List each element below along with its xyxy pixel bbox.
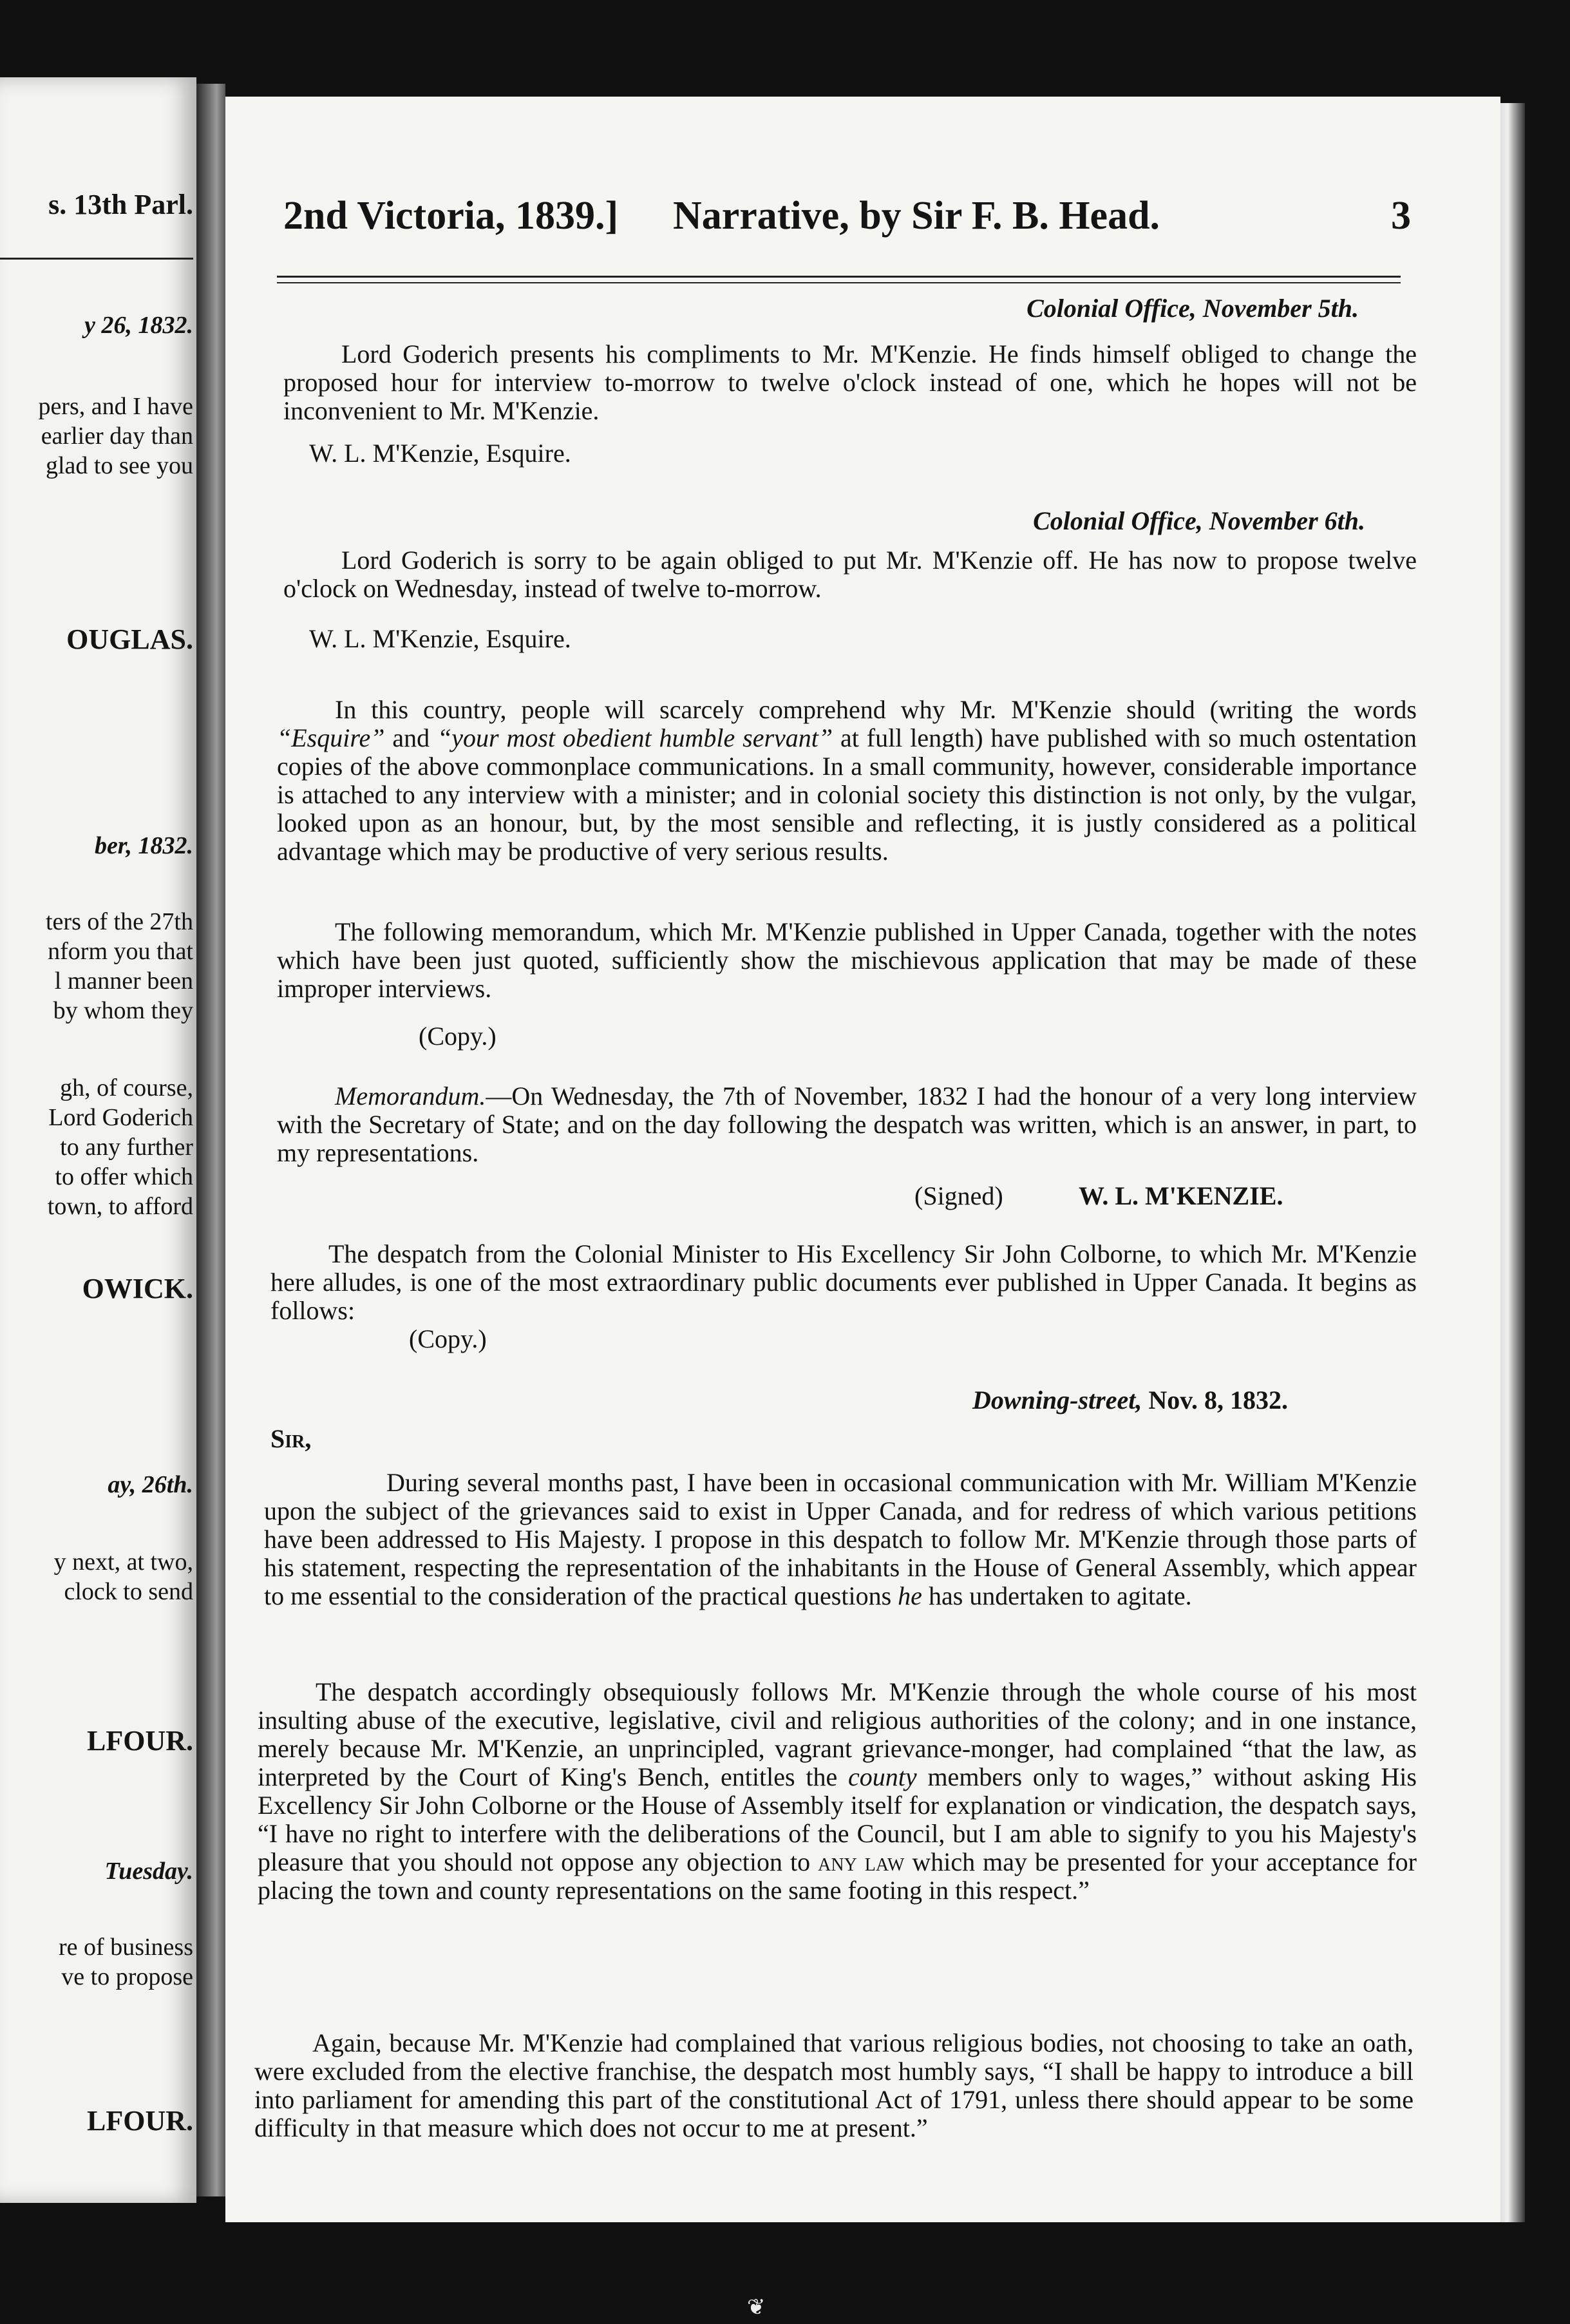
page-number: 3	[1391, 194, 1411, 238]
main-page	[225, 97, 1500, 2222]
left-header-rule	[0, 258, 193, 260]
copy-label: (Copy.)	[409, 1324, 487, 1353]
page-edge	[1500, 103, 1525, 2222]
running-head-left: 2nd Victoria, 1839.]	[283, 194, 619, 238]
left-line: to offer which	[55, 1163, 193, 1190]
left-line: town, to afford	[47, 1193, 193, 1220]
left-line: LFOUR.	[87, 2105, 193, 2137]
left-line: ay, 26th.	[108, 1471, 193, 1498]
letter1-addressee: W. L. M'Kenzie, Esquire.	[309, 439, 571, 468]
left-line: Lord Goderich	[48, 1104, 193, 1131]
letter2-dateline: Colonial Office, November 6th.	[1033, 506, 1365, 535]
letter1-body: Lord Goderich presents his compliments to Mr. M'Kenzie. He finds himself obliged to change the proposed hour for interview to-morrow to twelve o'clock instead of one, which he hopes will not be inconvenient to Mr. M'Kenzie.	[283, 339, 1417, 425]
left-line: y next, at two,	[53, 1548, 193, 1576]
left-line: glad to see you	[45, 452, 193, 479]
despatch-body: During several months past, I have been in occasional communication with Mr. William M'Kenzie upon the subject of the grievances said to exist in Upper Canada, and for redress of which various petitions have been addressed to His Majesty. I propose in this despatch to follow Mr. M'Kenzie through those parts of his statement, respecting the representation of the inhabitants in the House of General Assembly, which appear to me essential to the consideration of the practical questions he has undertaken to agitate.	[264, 1468, 1417, 1610]
salutation: Sir,	[270, 1424, 312, 1453]
paragraph-memorandum-intro: The following memorandum, which Mr. M'Kenzie published in Upper Canada, together with the notes which have been just quoted, sufficiently show the mischievous application that may be made of these improper interviews.	[277, 917, 1417, 1003]
memorandum: Memorandum.—On Wednesday, the 7th of November, 1832 I had the honour of a very long interview with the Secretary of State; and on the day following the despatch was written, which is an answer, in part, to my representations.	[277, 1081, 1417, 1167]
left-line: OWICK.	[82, 1273, 193, 1304]
left-line: by whom they	[53, 997, 193, 1024]
header-rule	[277, 276, 1401, 278]
letter2-body: Lord Goderich is sorry to be again obliged to put Mr. M'Kenzie off. He has now to propose twelve o'clock on Wednesday, instead of twelve to-morrow.	[283, 546, 1417, 603]
left-facing-page	[0, 77, 196, 2203]
left-line: clock to send	[64, 1578, 193, 1605]
left-line: gh, of course,	[60, 1074, 193, 1101]
left-line: ber, 1832.	[94, 832, 193, 859]
book-gutter	[196, 84, 225, 2196]
ornament-mark: ❦	[747, 2296, 766, 2319]
paragraph-again: Again, because Mr. M'Kenzie had complained that various religious bodies, not choosing to take an oath, were excluded from the elective franchise, the despatch most humbly says, “I shall be happy to introduce a bill into parliament for amending this part of the constitutional Act of 1791, unless there should appear to be some difficulty in that measure which does not occur to me at present.”	[254, 2028, 1414, 2142]
left-line: ters of the 27th	[45, 908, 193, 935]
left-line: OUGLAS.	[66, 624, 193, 655]
copy-label: (Copy.)	[419, 1022, 497, 1051]
despatch-dateline: Downing-street, Nov. 8, 1832.	[972, 1386, 1289, 1414]
left-line: ve to propose	[61, 1963, 193, 1990]
letter1-dateline: Colonial Office, November 5th.	[1026, 294, 1359, 323]
signed-name: W. L. M'KENZIE.	[1079, 1181, 1283, 1210]
signed-label: (Signed)	[914, 1181, 1003, 1210]
left-line: nform you that	[48, 938, 193, 965]
left-line: Tuesday.	[104, 1858, 193, 1885]
left-line: pers, and I have	[38, 393, 193, 420]
header-rule-thin	[277, 282, 1401, 283]
left-line: to any further	[60, 1134, 193, 1161]
left-line: earlier day than	[41, 423, 193, 450]
paragraph-country: In this country, people will scarcely comprehend why Mr. M'Kenzie should (writing the words “Esquire” and “your most obedient humble servant” at full length) have published with so much ostentation copies of the above commonplace communications. In a small community, however, considerable importance is attached to any interview with a minister; and in colonial society this distinction is not only, by the vulgar, looked upon as an honour, but, by the most sensible and reflecting, it is justly considered as a political advantage which may be productive of very serious results.	[277, 695, 1417, 866]
running-head-title: Narrative, by Sir F. B. Head.	[673, 194, 1160, 238]
letter2-addressee: W. L. M'Kenzie, Esquire.	[309, 624, 571, 653]
left-line: re of business	[59, 1934, 193, 1961]
left-line: LFOUR.	[87, 1725, 193, 1757]
paragraph-obsequious: The despatch accordingly obsequiously follows Mr. M'Kenzie through the whole course of his most insulting abuse of the executive, legislative, civil and religious authorities of the colony; and in one instance, merely because Mr. M'Kenzie, an unprincipled, vagrant grievance-monger, had complained “that the law, as interpreted by the Court of King's Bench, entitles the county members only to wages,” without asking His Excellency Sir John Colborne or the House of Assembly itself for explanation or vindication, the despatch says, “I have no right to interfere with the deliberations of the Council, but I am able to signify to you his Majesty's pleasure that you should not oppose any objection to any law which may be presented for your acceptance for placing the town and county representations on the same footing in this respect.”	[258, 1677, 1417, 1905]
left-running-head: s. 13th Parl.	[48, 189, 193, 220]
left-line: y 26, 1832.	[84, 312, 193, 339]
left-line: l manner been	[54, 967, 193, 995]
paragraph-despatch-intro: The despatch from the Colonial Minister to His Excellency Sir John Colborne, to which Mr. M'Kenzie here alludes, is one of the most extraordinary public documents ever published in Upper Canada. It begins as follows:	[270, 1239, 1417, 1325]
